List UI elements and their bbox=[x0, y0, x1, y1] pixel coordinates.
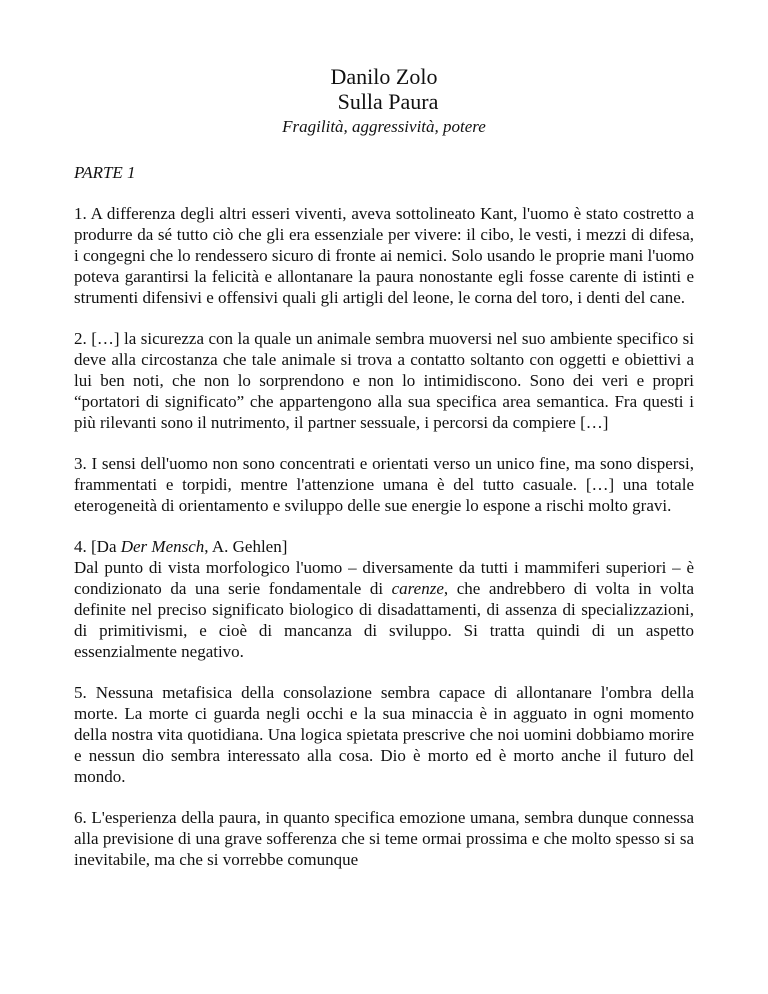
paragraph-4 bbox=[74, 536, 694, 662]
title-block bbox=[74, 64, 694, 139]
document-subtitle: Fragilità, aggressività, potere bbox=[282, 117, 486, 136]
paragraph-4-body-before: Dal punto di vista morfologico l'uomo – diversamente da tutti i mammiferi superiori – è condizionato da una serie fondamentale di bbox=[74, 558, 694, 598]
paragraph-4-body-after: , che andrebbero di volta in volta definite nel preciso significato biologico di disadattamenti, di assenza di specializzazioni, di primitivismi, e cioè di mancanza di sviluppo. Si tratta quindi di un aspetto essenzialmente negativo. bbox=[74, 579, 694, 661]
paragraph-4-lead-suffix: , A. Gehlen] bbox=[204, 537, 288, 556]
document-page bbox=[74, 64, 694, 890]
paragraph-6: 6. L'esperienza della paura, in quanto specifica emozione umana, sembra dunque connessa alla previsione di una grave sofferenza che si teme ormai prossima e che molto spesso si sa inevitabile, ma che si vorrebbe comunque bbox=[74, 808, 694, 869]
paragraph-4-lead-prefix: 4. [Da bbox=[74, 537, 121, 556]
paragraph-3: 3. I sensi dell'uomo non sono concentrati e orientati verso un unico fine, ma sono dispersi, frammentati e torpidi, mentre l'attenzione umana è del tutto casuale. […] una totale eterogeneità di orientamento e sviluppo delle sue energie lo espone a rischi molto gravi. bbox=[74, 454, 694, 515]
paragraph-4-emphasis: carenze bbox=[391, 579, 444, 598]
document-title: Sulla Paura bbox=[337, 89, 439, 114]
section-heading: PARTE 1 bbox=[74, 163, 136, 182]
paragraph-5: 5. Nessuna metafisica della consolazione sembra capace di allontanare l'ombra della morte. La morte ci guarda negli occhi e la sua minaccia è in agguato in ogni momento della nostra vita quotidiana. Una logica spietata prescrive che noi uomini dobbiamo morire e nessun dio sembra interessato alla cosa. Dio è morto ed è morto anche il futuro del mondo. bbox=[74, 683, 694, 786]
paragraph-4-book-title: Der Mensch bbox=[120, 537, 205, 556]
paragraph-2: 2. […] la sicurezza con la quale un animale sembra muoversi nel suo ambiente specifico si deve alla circostanza che tale animale si trova a contatto soltanto con oggetti e obiettivi a lui ben noti, che non lo sorprendono e non lo intimidiscono. Sono dei veri e propri “portatori di significato” che appartengono alla sua specifica area semantica. Fra questi i più rilevanti sono il nutrimento, il partner sessuale, i percorsi da compiere […] bbox=[74, 329, 694, 432]
author-name: Danilo Zolo bbox=[330, 64, 438, 89]
paragraph-1: 1. A differenza degli altri esseri viventi, aveva sottolineato Kant, l'uomo è stato costretto a produrre da sé tutto ciò che gli era essenziale per vivere: il cibo, le vesti, i mezzi di difesa, i congegni che lo rendessero sicuro di fronte ai nemici. Solo usando le proprie mani l'uomo poteva garantirsi la felicità e allontanare la paura nonostante egli fosse carente di istinti e strumenti difensivi e offensivi quali gli artigli del leone, le corna del toro, i denti del cane. bbox=[74, 204, 694, 307]
